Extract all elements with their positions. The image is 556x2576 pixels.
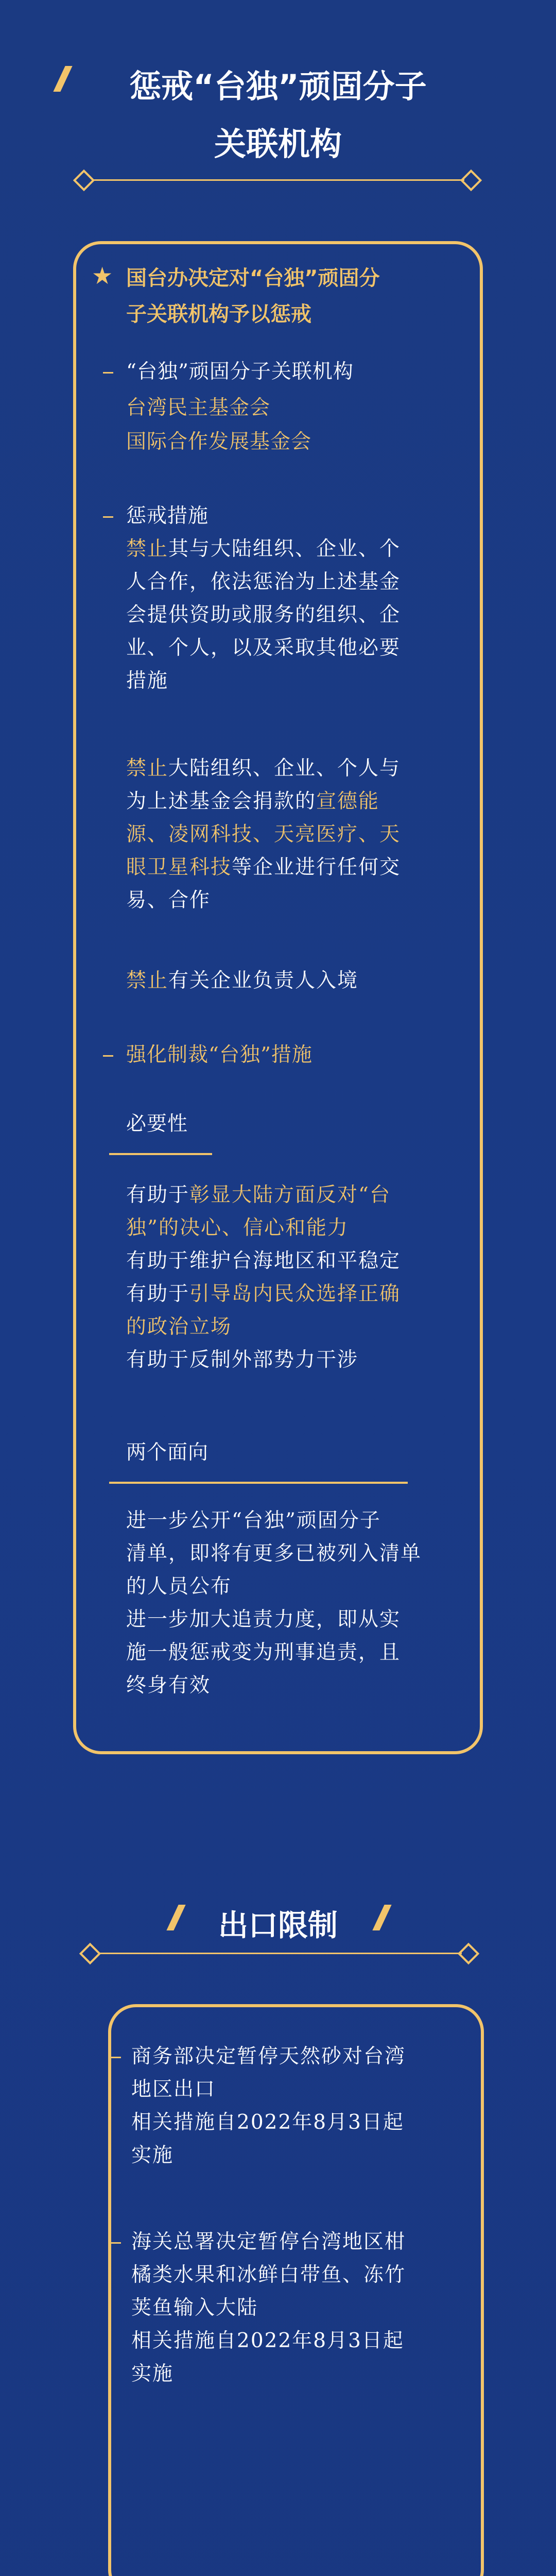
bullet-dash [103, 372, 113, 374]
two-directions-title: 两个面向 [126, 1441, 209, 1464]
org-item: 台湾民主基金会 [126, 396, 271, 419]
necessity-title: 必要性 [126, 1112, 188, 1136]
band-rule-diamond-icon [79, 1943, 101, 1964]
section-title-strengthen: 强化制裁“台独”措施 [126, 1043, 312, 1066]
title-rule-diamond-icon [73, 170, 95, 191]
band-rule-diamond-icon [458, 1943, 479, 1964]
direction-1: 进一步公开“台独”顽固分子 清单，即将有更多已被列入清单 的人员公布 [126, 1509, 422, 1598]
bullet-dash [111, 2242, 121, 2244]
title-rule [94, 179, 464, 181]
panel-heading-line2: 子关联机构予以惩戒 [126, 302, 311, 326]
bullet-dash [111, 2057, 121, 2058]
two-directions-underline [109, 1482, 408, 1484]
star-icon: ★ [92, 262, 113, 290]
section-title-measures: 惩戒措施 [126, 504, 209, 528]
panel-heading-line1: 国台办决定对“台独”顽固分 [126, 266, 380, 290]
measure-paragraph-3: 禁止有关企业负责人入境 [126, 969, 359, 992]
section-title-linked-orgs: “台独”顽固分子关联机构 [126, 360, 354, 383]
page-title-line2: 关联机构 [214, 125, 342, 163]
measure-paragraph-2: 禁止大陆组织、企业、个人与 为上述基金会捐款的宣德能 源、凌网科技、天亮医疗、天 眼卫星科技等企业进行任何交 易、合作 [126, 757, 401, 912]
direction-2: 进一步加大追责力度，即从实 施一般惩戒变为刑事追责，且 终身有效 [126, 1608, 401, 1697]
page-title-line1: 惩戒“台独”顽固分子 [129, 67, 427, 105]
export-section-title: 出口限制 [218, 1908, 338, 1943]
band-rule [99, 1953, 462, 1954]
measure-paragraph-1: 禁止其与大陆组织、企业、个 人合作，依法惩治为上述基金 会提供资助或服务的组织、企 业、个人，以及采取其他必要 措施 [126, 537, 401, 692]
export-item-sand: 商务部决定暂停天然砂对台湾 地区出口 相关措施自2022年8月3日起 实施 [131, 2045, 406, 2167]
title-rule-diamond-icon [460, 170, 482, 191]
necessity-underline [109, 1153, 212, 1155]
bullet-dash [103, 516, 113, 518]
necessity-list: 有助于彰显大陆方面反对“台 独”的决心、信心和能力 有助于维护台海地区和平稳定 有助于引导岛内民众选择正确 的政治立场 有助于反制外部势力干涉 [126, 1183, 401, 1371]
bullet-dash [103, 1055, 113, 1057]
org-item: 国际合作发展基金会 [126, 430, 312, 453]
export-item-fruit-fish: 海关总署决定暂停台湾地区柑 橘类水果和冰鲜白带鱼、冻竹 荚鱼输入大陆 相关措施自2022年8月3日起 实施 [131, 2230, 406, 2385]
